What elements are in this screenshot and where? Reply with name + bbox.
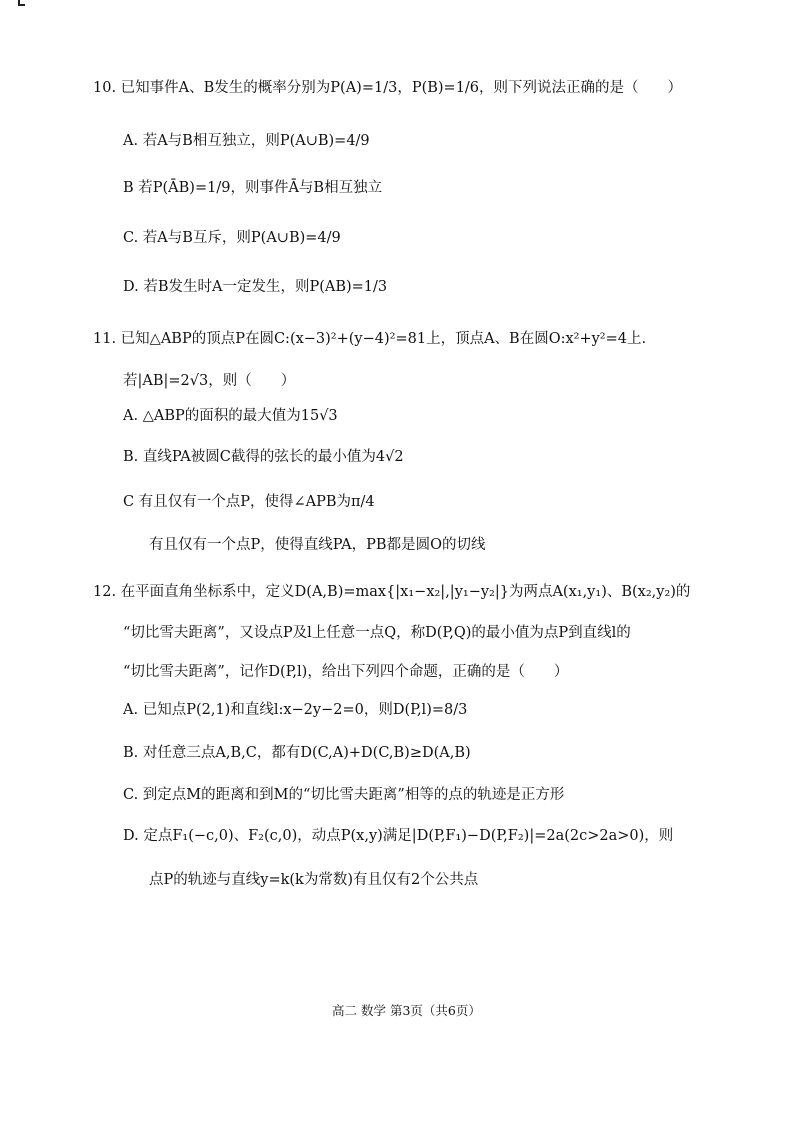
option-d-continuation: 点P的轨迹与直线y=k(k为常数)有且仅有2个公共点 [149,872,479,888]
option-text: 若A与B相互独立，则P(A∪B)=4/9 [142,133,370,149]
question-number: 12. [93,584,117,600]
option-b [123,745,471,762]
option-text: 已知点P(2,1)和直线l:x−2y−2=0，则D(P,l)=8/3 [142,702,468,718]
option-text: 到定点M的距离和到M的“切比雪夫距离”相等的点的轨迹是正方形 [142,787,565,803]
option-a [123,702,467,719]
option-d [149,537,485,554]
question-stem: 已知事件A、B发生的概率分别为P(A)=1/3，P(B)=1/6，则下列说法正确的是（ ） [120,80,683,96]
option-text: 若P(ĀB)=1/9，则事件Ā与B相互独立 [138,180,383,196]
option-label: B. [123,449,139,465]
question-stem-line3: “切比雪夫距离”，记作D(P,l)，给出下列四个命题，正确的是（ ） [123,664,569,680]
question-stem-line2: 若|AB|=2√3，则（ ） [123,373,296,389]
option-label: C. [123,230,139,246]
option-a [123,408,338,425]
option-label: C. [123,787,139,803]
option-text: 若B发生时A一定发生，则P(AB)=1/3 [143,279,388,295]
option-c [123,494,375,511]
option-b [123,449,404,466]
question-stem: 在平面直角坐标系中，定义D(A,B)=max{|x₁−x₂|,|y₁−y₂|}为两点A(x₁,y₁)、B(x₂,y₂)的 [120,584,691,600]
option-d [123,279,387,296]
question-stem-line2: “切比雪夫距离”，又设点P及l上任意一点Q，称D(P,Q)的最小值为点P到直线l的 [123,625,631,641]
option-label: B [123,180,134,196]
question-number: 11. [93,331,117,347]
option-c [123,230,341,247]
option-b [123,180,382,197]
option-text: 定点F₁(−c,0)、F₂(c,0)，动点P(x,y)满足|D(P,F₁)−D(P,F₂)|=2a(2c>2a>0)，则 [143,828,674,844]
option-text: △ABP的面积的最大值为15√3 [142,408,338,424]
option-label: D. [123,828,139,844]
option-text: 有且仅有一个点P，使得∠APB为π/4 [138,494,375,510]
option-label: D. [123,279,139,295]
option-label: A. [123,408,139,424]
option-text: 有且仅有一个点P，使得直线PA，PB都是圆O的切线 [149,537,486,553]
question-12 [93,584,690,601]
option-text: 若A与B互斥，则P(A∪B)=4/9 [142,230,341,246]
option-text: 对任意三点A,B,C，都有D(C,A)+D(C,B)≥D(A,B) [142,745,471,761]
scan-corner-mark [18,0,25,6]
question-number: 10. [93,80,117,96]
question-11 [93,331,646,348]
option-label: B. [123,745,139,761]
page-footer: 高二 数学 第3页（共6页） [332,1003,481,1018]
question-10 [93,80,682,97]
option-d [123,828,673,845]
option-a [123,133,370,150]
option-c [123,787,564,804]
question-stem: 已知△ABP的顶点P在圆C:(x−3)²+(y−4)²=81上，顶点A、B在圆O:x²+y²=4上. [120,331,647,347]
option-label: C [123,494,135,510]
option-label: A. [123,702,139,718]
option-label: A. [123,133,139,149]
option-text: 直线PA被圆C截得的弦长的最小值为4√2 [142,449,404,465]
